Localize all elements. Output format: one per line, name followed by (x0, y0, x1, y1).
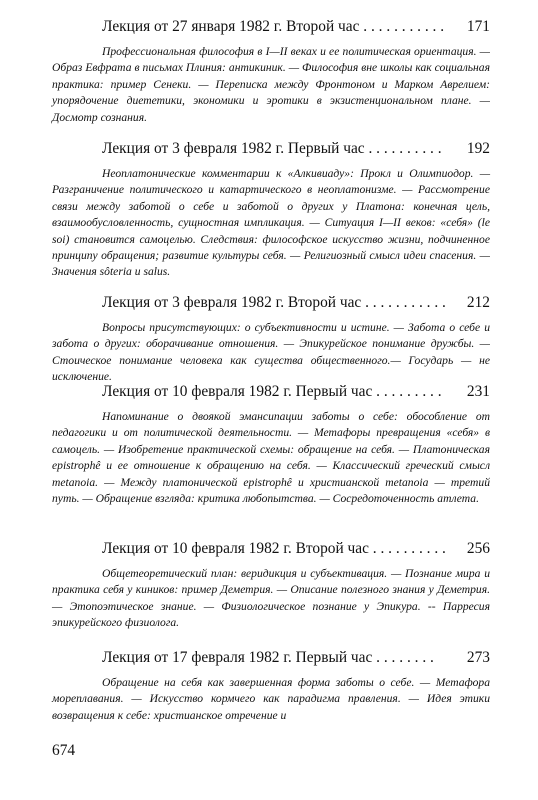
entry-page-number: 273 (466, 649, 490, 666)
entry-title: Лекция от 10 февраля 1982 г. Первый час . . . . . . . . . (102, 383, 442, 400)
entry-summary: Профессиональная философия в I—II веках и ее политическая ориентация. — Образ Евфрата в письмах Плиния: антикиник. — Философия вне школы как социальная практика: пример Сенеки. — Переписка между Фронтоном и Марком Аврелием: упорядочение диететики, экономики и эротики в экзистенциональном плане. — Досмотр сознания. (52, 45, 490, 124)
entry-heading (52, 647, 490, 669)
entry-page-number: 231 (466, 383, 490, 400)
toc-entry (52, 292, 490, 386)
entry-page-number: 171 (466, 18, 490, 35)
toc-entry (52, 16, 490, 126)
entry-heading (52, 138, 490, 160)
entry-summary: Неоплатонические комментарии к «Алкивиаду»: Прокл и Олимпиодор. — Разграничение политического и катартического в неоплатонизме. — Рассмотрение связи между заботой о себе и заботой о других у Платона: конечная цель, взаимообусловленность, сущностная импликация. — Ситуация I—II веков: «себя» (le soi) становится самоцелью. Следствия: философское искусство жизни, подчиненное принципу обращения; развитие культуры себя. — Религиозный смысл идеи спасения. — Значения sôteria и salus. (52, 167, 490, 279)
entry-summary: Обращение на себя как завершенная форма заботы о себе. — Метафора мореплавания. — Искусство кормчего как парадигма правления. — Идея этики возвращения к себе: христианское отречение и (52, 676, 490, 722)
entry-summary: Общетеоретический план: веридикция и субъективация. — Познание мира и практика себя у киников: пример Деметрия. — Описание полезного знания у Деметрия. — Этопоэтическое знание. — Физиологическое познание у Эпикура. -- Парресия эпикурейского физиолога. (52, 567, 490, 630)
toc-entry (52, 138, 490, 281)
entry-summary: Напоминание о двоякой эмансипации заботы о себе: обособление от педагогики и от политической деятельности. — Метафоры превращения «себя» в самоцель. — Изобретение практической схемы: обращение на себя. — Платоническая epistrophê и ее отношение к обращению на себя. — Классический греческий смысл metanoia. — Между платонической epistrophê и христианской metanoia — третий путь. — Обращение взгляда: критика любопытства. — Сосредоточенность атлета. (52, 410, 490, 506)
entry-title: Лекция от 3 февраля 1982 г. Второй час . . . . . . . . . . . (102, 294, 446, 311)
entry-page-number: 256 (466, 540, 490, 557)
entry-heading (52, 381, 490, 403)
page-number: 674 (52, 742, 76, 759)
entry-page-number: 192 (466, 140, 490, 157)
entry-heading (52, 538, 490, 560)
entry-summary: Вопросы присутствующих: о субъективности и истине. — Забота о себе и забота о других: оборачивание отношения. — Эпикурейское понимание дружбы. — Стоическое понимание человека как существа общественного.— Государь — не исключение. (52, 321, 490, 384)
entry-heading (52, 16, 490, 38)
entry-title: Лекция от 10 февраля 1982 г. Второй час . . . . . . . . . . (102, 540, 446, 557)
entry-title: Лекция от 3 февраля 1982 г. Первый час . . . . . . . . . . (102, 140, 442, 157)
toc-entry (52, 381, 490, 507)
toc-entry (52, 647, 490, 724)
entry-heading (52, 292, 490, 314)
entry-title: Лекция от 17 февраля 1982 г. Первый час . . . . . . . . (102, 649, 434, 666)
entry-title: Лекция от 27 января 1982 г. Второй час . . . . . . . . . . . (102, 18, 445, 35)
toc-entry (52, 538, 490, 632)
entry-page-number: 212 (466, 294, 490, 311)
